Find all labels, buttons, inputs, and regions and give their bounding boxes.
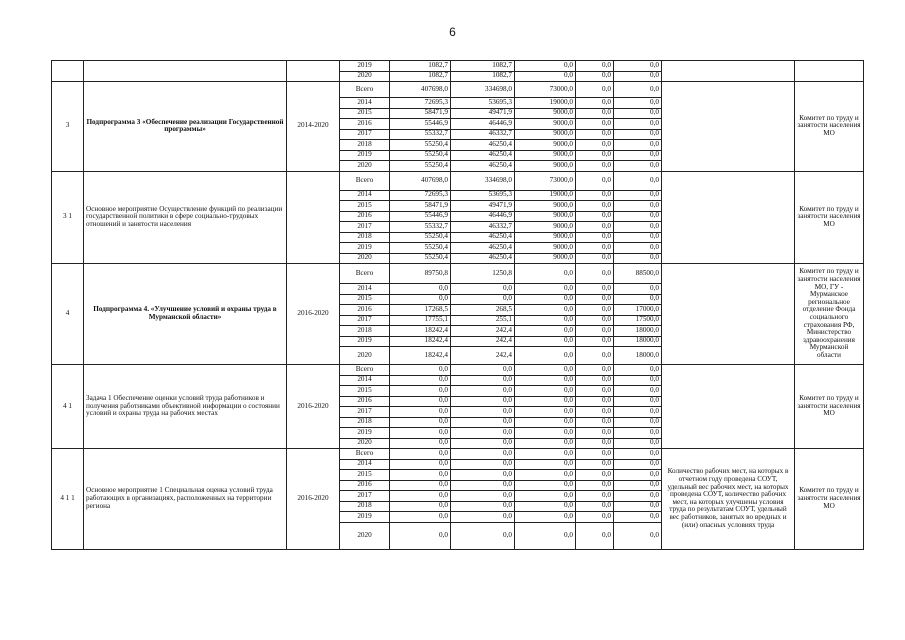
- row-name: Основное мероприятие Осуществление функций по реализации государственной политики в сфере социально-трудовых отношений и занятости населения: [84, 171, 287, 264]
- regional-budget-cell: 0,0: [451, 284, 515, 295]
- federal-budget-cell: 0,0: [515, 264, 576, 284]
- extrabudget-cell: 0,0: [614, 438, 662, 449]
- row-name: Задача 1 Обеспечение оценки условий труда работников и получения работниками объективной информации о состоянии условий и охраны труда на рабочих местах: [84, 365, 287, 449]
- extrabudget-cell: 18000,0: [614, 347, 662, 365]
- local-budget-cell: 0,0: [576, 470, 614, 481]
- total-cell: 58471,9: [390, 201, 451, 212]
- total-cell: 17268,5: [390, 305, 451, 316]
- federal-budget-cell: 0,0: [515, 375, 576, 386]
- regional-budget-cell: 0,0: [451, 396, 515, 407]
- year-cell: 2020: [340, 347, 390, 365]
- row-number: 3 1: [52, 171, 84, 264]
- federal-budget-cell: 0,0: [515, 71, 576, 82]
- regional-budget-cell: 46250,4: [451, 140, 515, 151]
- extrabudget-cell: 0,0: [614, 61, 662, 72]
- regional-budget-cell: 0,0: [451, 438, 515, 449]
- federal-budget-cell: 0,0: [515, 491, 576, 502]
- federal-budget-cell: 0,0: [515, 284, 576, 295]
- total-cell: 0,0: [390, 417, 451, 428]
- regional-budget-cell: 1082,7: [451, 71, 515, 82]
- year-cell: 2014: [340, 375, 390, 386]
- local-budget-cell: 0,0: [576, 365, 614, 376]
- year-cell: 2019: [340, 243, 390, 254]
- table-row: [52, 264, 864, 284]
- table-row: [52, 82, 864, 98]
- federal-budget-cell: 9000,0: [515, 140, 576, 151]
- year-cell: 2017: [340, 129, 390, 140]
- federal-budget-cell: 9000,0: [515, 211, 576, 222]
- total-cell: 1082,7: [390, 61, 451, 72]
- local-budget-cell: 0,0: [576, 171, 614, 190]
- local-budget-cell: 0,0: [576, 161, 614, 172]
- total-cell: 0,0: [390, 386, 451, 397]
- federal-budget-cell: 0,0: [515, 438, 576, 449]
- regional-budget-cell: 1082,7: [451, 61, 515, 72]
- year-cell: 2016: [340, 119, 390, 130]
- federal-budget-cell: 0,0: [515, 396, 576, 407]
- local-budget-cell: 0,0: [576, 326, 614, 337]
- federal-budget-cell: 9000,0: [515, 129, 576, 140]
- year-cell: 2020: [340, 253, 390, 264]
- year-cell: 2020: [340, 71, 390, 82]
- row-period: 2016-2020: [287, 264, 340, 365]
- regional-budget-cell: 0,0: [451, 365, 515, 376]
- federal-budget-cell: 0,0: [515, 305, 576, 316]
- federal-budget-cell: 0,0: [515, 365, 576, 376]
- extrabudget-cell: 0,0: [614, 449, 662, 460]
- year-cell: Всего: [340, 365, 390, 376]
- total-cell: 55250,4: [390, 243, 451, 254]
- year-cell: 2017: [340, 407, 390, 418]
- extrabudget-cell: 18000,0: [614, 326, 662, 337]
- federal-budget-cell: 0,0: [515, 61, 576, 72]
- local-budget-cell: 0,0: [576, 522, 614, 549]
- local-budget-cell: 0,0: [576, 253, 614, 264]
- federal-budget-cell: 9000,0: [515, 243, 576, 254]
- local-budget-cell: 0,0: [576, 347, 614, 365]
- total-cell: 55250,4: [390, 150, 451, 161]
- year-cell: 2015: [340, 201, 390, 212]
- extrabudget-cell: 0,0: [614, 243, 662, 254]
- local-budget-cell: 0,0: [576, 428, 614, 439]
- row-indicator: [662, 264, 795, 365]
- regional-budget-cell: 242,4: [451, 326, 515, 337]
- total-cell: 55446,9: [390, 119, 451, 130]
- local-budget-cell: 0,0: [576, 459, 614, 470]
- extrabudget-cell: 0,0: [614, 294, 662, 305]
- year-cell: 2017: [340, 315, 390, 326]
- regional-budget-cell: 1250,8: [451, 264, 515, 284]
- regional-budget-cell: 0,0: [451, 491, 515, 502]
- total-cell: 407698,0: [390, 82, 451, 98]
- year-cell: 2017: [340, 491, 390, 502]
- regional-budget-cell: 46250,4: [451, 243, 515, 254]
- year-cell: 2015: [340, 294, 390, 305]
- total-cell: 1082,7: [390, 71, 451, 82]
- regional-budget-cell: 53695,3: [451, 98, 515, 109]
- total-cell: 55332,7: [390, 129, 451, 140]
- local-budget-cell: 0,0: [576, 232, 614, 243]
- total-cell: 72695,3: [390, 190, 451, 201]
- row-indicator: [662, 171, 795, 264]
- local-budget-cell: 0,0: [576, 386, 614, 397]
- federal-budget-cell: 9000,0: [515, 119, 576, 130]
- regional-budget-cell: 0,0: [451, 512, 515, 523]
- total-cell: 58471,9: [390, 108, 451, 119]
- local-budget-cell: 0,0: [576, 375, 614, 386]
- total-cell: 18242,4: [390, 326, 451, 337]
- total-cell: 0,0: [390, 522, 451, 549]
- total-cell: 0,0: [390, 512, 451, 523]
- local-budget-cell: 0,0: [576, 129, 614, 140]
- extrabudget-cell: 0,0: [614, 119, 662, 130]
- extrabudget-cell: 0,0: [614, 501, 662, 512]
- extrabudget-cell: 0,0: [614, 140, 662, 151]
- local-budget-cell: 0,0: [576, 305, 614, 316]
- period-cell: [287, 61, 340, 82]
- extrabudget-cell: 0,0: [614, 522, 662, 549]
- year-cell: Всего: [340, 171, 390, 190]
- year-cell: 2018: [340, 501, 390, 512]
- local-budget-cell: 0,0: [576, 417, 614, 428]
- total-cell: 0,0: [390, 480, 451, 491]
- federal-budget-cell: 0,0: [515, 294, 576, 305]
- total-cell: 0,0: [390, 284, 451, 295]
- local-budget-cell: 0,0: [576, 491, 614, 502]
- federal-budget-cell: 0,0: [515, 407, 576, 418]
- extrabudget-cell: 0,0: [614, 512, 662, 523]
- extrabudget-cell: 0,0: [614, 129, 662, 140]
- federal-budget-cell: 0,0: [515, 417, 576, 428]
- extrabudget-cell: 0,0: [614, 150, 662, 161]
- regional-budget-cell: 0,0: [451, 522, 515, 549]
- regional-budget-cell: 46250,4: [451, 232, 515, 243]
- total-cell: 0,0: [390, 294, 451, 305]
- total-cell: 18242,4: [390, 347, 451, 365]
- total-cell: 0,0: [390, 459, 451, 470]
- extrabudget-cell: 0,0: [614, 171, 662, 190]
- row-indicator: [662, 82, 795, 172]
- federal-budget-cell: 0,0: [515, 386, 576, 397]
- year-cell: 2018: [340, 326, 390, 337]
- year-cell: 2018: [340, 417, 390, 428]
- extrabudget-cell: 17500,0: [614, 315, 662, 326]
- table-row: [52, 61, 864, 72]
- year-cell: Всего: [340, 264, 390, 284]
- regional-budget-cell: 334698,0: [451, 82, 515, 98]
- name-cell: [84, 61, 287, 82]
- extrabudget-cell: 0,0: [614, 284, 662, 295]
- row-indicator: [662, 365, 795, 449]
- year-cell: 2014: [340, 284, 390, 295]
- local-budget-cell: 0,0: [576, 71, 614, 82]
- local-budget-cell: 0,0: [576, 501, 614, 512]
- regional-budget-cell: 53695,3: [451, 190, 515, 201]
- year-cell: 2017: [340, 222, 390, 233]
- table-row: [52, 365, 864, 376]
- row-period: 2016-2020: [287, 365, 340, 449]
- row-period: 2016-2020: [287, 449, 340, 550]
- regional-budget-cell: 46250,4: [451, 150, 515, 161]
- federal-budget-cell: 9000,0: [515, 232, 576, 243]
- federal-budget-cell: 0,0: [515, 315, 576, 326]
- local-budget-cell: 0,0: [576, 98, 614, 109]
- indicator-cell: [662, 61, 795, 82]
- regional-budget-cell: 46446,9: [451, 119, 515, 130]
- regional-budget-cell: 268,5: [451, 305, 515, 316]
- regional-budget-cell: 46250,4: [451, 161, 515, 172]
- page-number: 6: [449, 25, 456, 39]
- row-indicator: Количество рабочих мест, на которых в отчетном году проведена СОУТ, удельный вес рабочих мест, на которых проведена СОУТ, количество рабочих мест, на которых улучшены условия труда по результатам СОУТ, удельный вес работников, занятых во вредных и (или) опасных условиях труда: [662, 449, 795, 550]
- extrabudget-cell: 88500,0: [614, 264, 662, 284]
- regional-budget-cell: 49471,9: [451, 108, 515, 119]
- year-cell: 2014: [340, 98, 390, 109]
- extrabudget-cell: 0,0: [614, 396, 662, 407]
- federal-budget-cell: 9000,0: [515, 201, 576, 212]
- local-budget-cell: 0,0: [576, 243, 614, 254]
- total-cell: 55250,4: [390, 140, 451, 151]
- total-cell: 0,0: [390, 375, 451, 386]
- row-number: 4: [52, 264, 84, 365]
- extrabudget-cell: 18000,0: [614, 336, 662, 347]
- row-number: 3: [52, 82, 84, 172]
- total-cell: 72695,3: [390, 98, 451, 109]
- local-budget-cell: 0,0: [576, 294, 614, 305]
- regional-budget-cell: 0,0: [451, 449, 515, 460]
- extrabudget-cell: 0,0: [614, 161, 662, 172]
- extrabudget-cell: 0,0: [614, 428, 662, 439]
- total-cell: 0,0: [390, 501, 451, 512]
- row-period: 2014-2020: [287, 82, 340, 172]
- extrabudget-cell: 17000,0: [614, 305, 662, 316]
- extrabudget-cell: 0,0: [614, 98, 662, 109]
- table-row: [52, 449, 864, 460]
- regional-budget-cell: 334698,0: [451, 171, 515, 190]
- year-cell: 2018: [340, 232, 390, 243]
- regional-budget-cell: 242,4: [451, 336, 515, 347]
- local-budget-cell: 0,0: [576, 222, 614, 233]
- row-period: [287, 171, 340, 264]
- regional-budget-cell: 49471,9: [451, 201, 515, 212]
- total-cell: 55250,4: [390, 161, 451, 172]
- local-budget-cell: 0,0: [576, 264, 614, 284]
- year-cell: 2016: [340, 480, 390, 491]
- executor-cell: [795, 61, 864, 82]
- federal-budget-cell: 0,0: [515, 480, 576, 491]
- year-cell: 2020: [340, 438, 390, 449]
- year-cell: 2016: [340, 305, 390, 316]
- local-budget-cell: 0,0: [576, 407, 614, 418]
- year-cell: 2014: [340, 190, 390, 201]
- federal-budget-cell: 73000,0: [515, 82, 576, 98]
- federal-budget-cell: 9000,0: [515, 222, 576, 233]
- federal-budget-cell: 0,0: [515, 347, 576, 365]
- local-budget-cell: 0,0: [576, 190, 614, 201]
- extrabudget-cell: 0,0: [614, 82, 662, 98]
- federal-budget-cell: 9000,0: [515, 150, 576, 161]
- local-budget-cell: 0,0: [576, 438, 614, 449]
- row-name: Основное мероприятие 1 Специальная оценка условий труда работающих в организациях, расположенных на территории региона: [84, 449, 287, 550]
- federal-budget-cell: 0,0: [515, 326, 576, 337]
- total-cell: 0,0: [390, 438, 451, 449]
- local-budget-cell: 0,0: [576, 315, 614, 326]
- local-budget-cell: 0,0: [576, 396, 614, 407]
- year-cell: Всего: [340, 449, 390, 460]
- federal-budget-cell: 19000,0: [515, 98, 576, 109]
- federal-budget-cell: 0,0: [515, 512, 576, 523]
- local-budget-cell: 0,0: [576, 61, 614, 72]
- local-budget-cell: 0,0: [576, 480, 614, 491]
- federal-budget-cell: 9000,0: [515, 161, 576, 172]
- year-cell: 2018: [340, 140, 390, 151]
- local-budget-cell: 0,0: [576, 211, 614, 222]
- regional-budget-cell: 0,0: [451, 386, 515, 397]
- extrabudget-cell: 0,0: [614, 190, 662, 201]
- total-cell: 0,0: [390, 428, 451, 439]
- year-cell: 2019: [340, 512, 390, 523]
- program-funding-table: [51, 60, 864, 550]
- local-budget-cell: 0,0: [576, 336, 614, 347]
- extrabudget-cell: 0,0: [614, 201, 662, 212]
- total-cell: 55332,7: [390, 222, 451, 233]
- year-cell: 2015: [340, 386, 390, 397]
- regional-budget-cell: 0,0: [451, 470, 515, 481]
- regional-budget-cell: 46332,7: [451, 129, 515, 140]
- federal-budget-cell: 19000,0: [515, 190, 576, 201]
- extrabudget-cell: 0,0: [614, 459, 662, 470]
- year-cell: 2015: [340, 470, 390, 481]
- local-budget-cell: 0,0: [576, 150, 614, 161]
- federal-budget-cell: 0,0: [515, 449, 576, 460]
- year-cell: 2019: [340, 336, 390, 347]
- regional-budget-cell: 0,0: [451, 375, 515, 386]
- regional-budget-cell: 0,0: [451, 417, 515, 428]
- extrabudget-cell: 0,0: [614, 470, 662, 481]
- year-cell: 2020: [340, 161, 390, 172]
- regional-budget-cell: 242,4: [451, 347, 515, 365]
- total-cell: 18242,4: [390, 336, 451, 347]
- extrabudget-cell: 0,0: [614, 386, 662, 397]
- federal-budget-cell: 9000,0: [515, 108, 576, 119]
- total-cell: 55250,4: [390, 232, 451, 243]
- row-executor: Комитет по труду и занятости населения МО: [795, 82, 864, 172]
- regional-budget-cell: 0,0: [451, 501, 515, 512]
- local-budget-cell: 0,0: [576, 512, 614, 523]
- federal-budget-cell: 0,0: [515, 459, 576, 470]
- row-name: Подпрограмма 3 «Обеспечение реализации Государственной программы»: [84, 82, 287, 172]
- row-executor: Комитет по труду и занятости населения МО, ГУ - Мурманское региональное отделение Фонда социального страхования РФ, Министерство здравоохранения Мурманской области: [795, 264, 864, 365]
- extrabudget-cell: 0,0: [614, 407, 662, 418]
- regional-budget-cell: 46250,4: [451, 253, 515, 264]
- regional-budget-cell: 0,0: [451, 294, 515, 305]
- regional-budget-cell: 0,0: [451, 459, 515, 470]
- regional-budget-cell: 0,0: [451, 480, 515, 491]
- year-cell: 2016: [340, 211, 390, 222]
- extrabudget-cell: 0,0: [614, 491, 662, 502]
- year-cell: 2019: [340, 428, 390, 439]
- year-cell: 2019: [340, 61, 390, 72]
- extrabudget-cell: 0,0: [614, 211, 662, 222]
- year-cell: 2016: [340, 396, 390, 407]
- year-cell: Всего: [340, 82, 390, 98]
- local-budget-cell: 0,0: [576, 82, 614, 98]
- extrabudget-cell: 0,0: [614, 253, 662, 264]
- federal-budget-cell: 9000,0: [515, 253, 576, 264]
- extrabudget-cell: 0,0: [614, 365, 662, 376]
- row-executor: Комитет по труду и занятости населения МО: [795, 171, 864, 264]
- federal-budget-cell: 0,0: [515, 501, 576, 512]
- regional-budget-cell: 0,0: [451, 407, 515, 418]
- regional-budget-cell: 46332,7: [451, 222, 515, 233]
- total-cell: 55250,4: [390, 253, 451, 264]
- regional-budget-cell: 0,0: [451, 428, 515, 439]
- total-cell: 17755,1: [390, 315, 451, 326]
- extrabudget-cell: 0,0: [614, 222, 662, 233]
- total-cell: 89750,8: [390, 264, 451, 284]
- total-cell: 0,0: [390, 491, 451, 502]
- total-cell: 0,0: [390, 365, 451, 376]
- extrabudget-cell: 0,0: [614, 232, 662, 243]
- row-number: 4 1: [52, 365, 84, 449]
- extrabudget-cell: 0,0: [614, 71, 662, 82]
- row-name: Подпрограмма 4. «Улучшение условий и охраны труда в Мурманской области»: [84, 264, 287, 365]
- year-cell: 2014: [340, 459, 390, 470]
- year-cell: 2015: [340, 108, 390, 119]
- regional-budget-cell: 255,1: [451, 315, 515, 326]
- regional-budget-cell: 46446,9: [451, 211, 515, 222]
- local-budget-cell: 0,0: [576, 108, 614, 119]
- year-cell: 2020: [340, 522, 390, 549]
- local-budget-cell: 0,0: [576, 140, 614, 151]
- local-budget-cell: 0,0: [576, 449, 614, 460]
- local-budget-cell: 0,0: [576, 284, 614, 295]
- total-cell: 407698,0: [390, 171, 451, 190]
- extrabudget-cell: 0,0: [614, 108, 662, 119]
- row-number: 4 1 1: [52, 449, 84, 550]
- year-cell: 2019: [340, 150, 390, 161]
- number-cell: [52, 61, 84, 82]
- local-budget-cell: 0,0: [576, 119, 614, 130]
- extrabudget-cell: 0,0: [614, 417, 662, 428]
- federal-budget-cell: 0,0: [515, 336, 576, 347]
- total-cell: 0,0: [390, 470, 451, 481]
- table-row: [52, 171, 864, 190]
- total-cell: 0,0: [390, 407, 451, 418]
- extrabudget-cell: 0,0: [614, 480, 662, 491]
- total-cell: 0,0: [390, 396, 451, 407]
- federal-budget-cell: 0,0: [515, 522, 576, 549]
- row-executor: Комитет по труду и занятости населения МО: [795, 449, 864, 550]
- row-executor: Комитет по труду и занятости населения МО: [795, 365, 864, 449]
- extrabudget-cell: 0,0: [614, 375, 662, 386]
- federal-budget-cell: 0,0: [515, 470, 576, 481]
- federal-budget-cell: 0,0: [515, 428, 576, 439]
- local-budget-cell: 0,0: [576, 201, 614, 212]
- total-cell: 55446,9: [390, 211, 451, 222]
- federal-budget-cell: 73000,0: [515, 171, 576, 190]
- total-cell: 0,0: [390, 449, 451, 460]
